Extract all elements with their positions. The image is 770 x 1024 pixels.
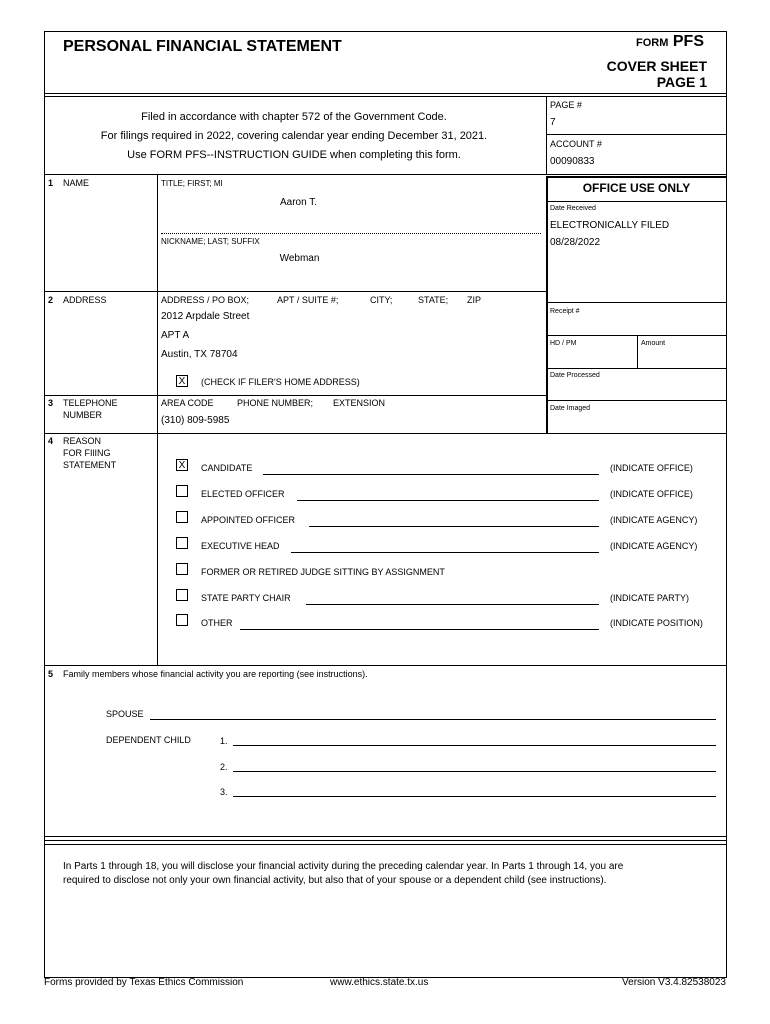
child-1-number: 1. (220, 736, 228, 746)
frame-top (44, 31, 727, 32)
address-col-apt: APT / SUITE #; (277, 295, 339, 305)
intro-line-2: For filings required in 2022, covering calendar year ending December 31, 2021. (100, 130, 488, 142)
family-members-label: Family members whose financial activity you are reporting (see instructions). (63, 669, 368, 679)
last-name-value: Webman (279, 253, 320, 264)
address-line-2: APT A (161, 330, 190, 341)
form-code (560, 33, 704, 51)
section-4-number: 4 (48, 436, 54, 446)
phone-number-label: PHONE NUMBER; (237, 398, 314, 408)
child-2-field[interactable] (233, 771, 716, 772)
amount-label: Amount (641, 340, 666, 347)
form-title: PERSONAL FINANCIAL STATEMENT (63, 38, 342, 55)
footer-provider: Forms provided by Texas Ethics Commission (44, 977, 244, 988)
name-label: NAME (63, 178, 90, 188)
telephone-value: (310) 809-5985 (161, 415, 230, 426)
address-col-state: STATE; (418, 295, 449, 305)
area-code-label: AREA CODE (161, 398, 214, 408)
rule-below-intro (44, 174, 727, 175)
spouse-label: SPOUSE (106, 709, 144, 719)
former-judge-checkbox[interactable] (176, 563, 188, 575)
page-label: PAGE 1 (656, 74, 707, 90)
child-2-number: 2. (220, 762, 228, 772)
account-number-label: ACCOUNT # (550, 139, 602, 149)
executive-head-checkbox[interactable] (176, 537, 188, 549)
first-name-value: Aaron T. (279, 197, 318, 208)
elected-officer-hint: (INDICATE OFFICE) (610, 489, 693, 499)
intro-line-1: Filed in accordance with chapter 572 of the Government Code. (141, 111, 447, 123)
reason-label-3: STATEMENT (63, 460, 117, 470)
executive-head-hint: (INDICATE AGENCY) (610, 541, 698, 551)
page-number-label: PAGE # (550, 100, 582, 110)
executive-head-label: EXECUTIVE HEAD (201, 541, 280, 551)
telephone-label-1: TELEPHONE (63, 398, 118, 408)
child-1-field[interactable] (233, 745, 716, 746)
section-2-number: 2 (48, 295, 54, 305)
date-imaged-label: Date Imaged (550, 405, 591, 412)
address-col-zip: ZIP (467, 295, 482, 305)
home-address-checkbox[interactable]: X (176, 375, 188, 387)
elected-officer-label: ELECTED OFFICER (201, 489, 285, 499)
reason-label-2: FOR FIlING (63, 448, 111, 458)
telephone-label-2: NUMBER (63, 410, 103, 420)
other-checkbox[interactable] (176, 614, 188, 626)
address-line-3: Austin, TX 78704 (161, 349, 238, 360)
address-col-address: ADDRESS / PO BOX; (161, 295, 250, 305)
section-5-number: 5 (48, 669, 54, 679)
child-3-number: 3. (220, 787, 228, 797)
spouse-field[interactable] (150, 719, 716, 720)
filing-status: ELECTRONICALLY FILED (550, 220, 670, 231)
elected-officer-checkbox[interactable] (176, 485, 188, 497)
nickname-last-suffix-label: NICKNAME; LAST; SUFFIX (161, 237, 260, 246)
receipt-label: Receipt # (550, 308, 580, 315)
candidate-hint: (INDICATE OFFICE) (610, 463, 693, 473)
hd-pm-label: HD / PM (550, 340, 577, 347)
other-hint: (INDICATE POSITION) (610, 618, 703, 628)
child-3-field[interactable] (233, 796, 716, 797)
candidate-label: CANDIDATE (201, 463, 253, 473)
section-1-number: 1 (48, 178, 54, 188)
filing-date: 08/28/2022 (550, 237, 601, 248)
candidate-checkbox[interactable]: X (176, 459, 188, 471)
form-prefix: FORM (636, 37, 669, 49)
former-judge-label: FORMER OR RETIRED JUDGE SITTING BY ASSIGNMENT (201, 567, 445, 577)
intro-line-3: Use FORM PFS--INSTRUCTION GUIDE when completing this form. (127, 149, 461, 161)
section-3-number: 3 (48, 398, 54, 408)
office-use-title: OFFICE USE ONLY (582, 181, 691, 195)
state-party-chair-checkbox[interactable] (176, 589, 188, 601)
appointed-officer-hint: (INDICATE AGENCY) (610, 515, 698, 525)
home-address-label: (CHECK IF FILER'S HOME ADDRESS) (201, 377, 360, 387)
address-line-1: 2012 Arpdale Street (161, 311, 250, 322)
date-received-label: Date Received (550, 205, 596, 212)
office-use-box (546, 176, 727, 434)
reason-label-1: REASON (63, 436, 102, 446)
extension-label: EXTENSION (333, 398, 386, 408)
cover-sheet-label: COVER SHEET (606, 58, 707, 74)
form-code-value: PFS (672, 33, 704, 50)
rule-below-header (44, 93, 727, 94)
notice-line-2: required to disclose not only your own financial activity, but also that of your spouse or a dependent child (see instructions). (63, 875, 607, 886)
appointed-officer-label: APPOINTED OFFICER (201, 515, 296, 525)
address-label: ADDRESS (63, 295, 107, 305)
footer-website[interactable]: www.ethics.state.tx.us (330, 977, 429, 988)
other-label: OTHER (201, 618, 233, 628)
footer-version: Version V3.4.82538023 (622, 977, 726, 988)
state-party-chair-label: STATE PARTY CHAIR (201, 593, 291, 603)
notice-line-1: In Parts 1 through 18, you will disclose your financial activity during the preceding calendar year. In Parts 1 through 14, you are (63, 861, 624, 872)
page-number-value: 7 (550, 117, 556, 128)
account-number-value: 00090833 (550, 156, 595, 167)
title-first-mi-label: TITLE; FIRST; MI (161, 179, 223, 188)
address-col-city: CITY; (370, 295, 393, 305)
appointed-officer-checkbox[interactable] (176, 511, 188, 523)
state-party-chair-hint: (INDICATE PARTY) (610, 593, 690, 603)
dependent-child-label: DEPENDENT CHILD (106, 735, 191, 745)
date-processed-label: Date Processed (550, 372, 600, 379)
